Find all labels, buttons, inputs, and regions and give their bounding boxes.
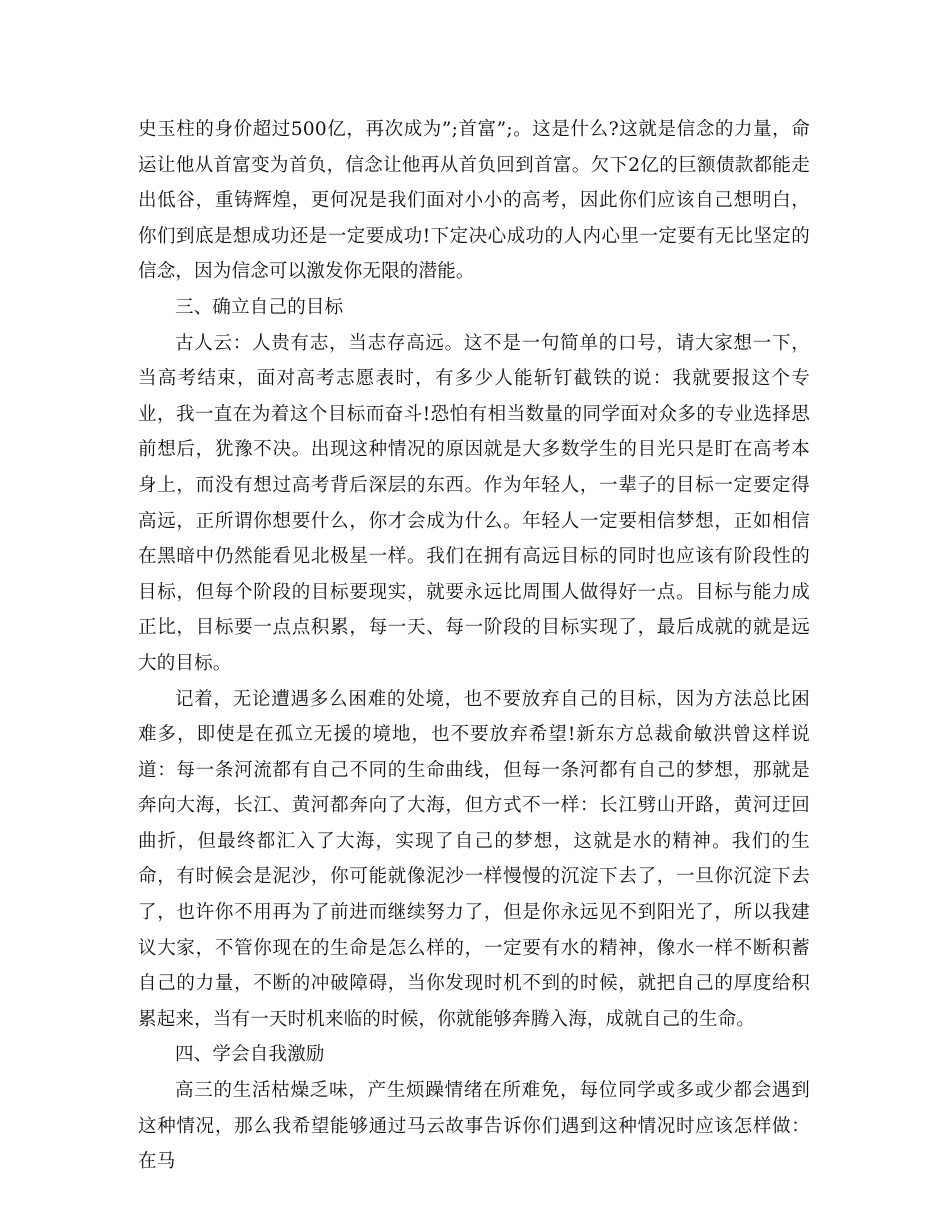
paragraph-shi-yuzhu-faith: 史玉柱的身价超过500亿，再次成为”;首富”;。这是什么?这就是信念的力量，命运让他从首富变为首负，信念让他再从首负回到首富。欠下2亿的巨额债款都能走出低谷，重铸辉煌，更何况是我们面对小小的高考，因此你们应该自己想明白，你们到底是想成功还是一定要成功!下定决心成功的人内心里一定要有无比坚定的信念，因为信念可以激发你无限的潜能。 (138, 119, 810, 283)
paragraph-never-give-up: 记着，无论遭遇多么困难的处境，也不要放弃自己的目标，因为方法总比困难多，即使是在孤立无援的境地，也不要放弃希望!新东方总裁俞敏洪曾这样说道：每一条河流都有自己不同的生命曲线，但每一条河都有自己的梦想，那就是奔向大海，长江、黄河都奔向了大海，但方式不一样：长江劈山开路，黄河迂回曲折，但最终都汇入了大海，实现了自己的梦想，这就是水的精神。我们的生命，有时候会是泥沙，你可能就像泥沙一样慢慢的沉淀下去了，一旦你沉淀下去了，也许你不用再为了前进而继续努力了，但是你永远见不到阳光了，所以我建议大家，不管你现在的生命是怎么样的，一定要有水的精神，像水一样不断积蓄自己的力量，不断的冲破障碍，当你发现时机不到的时候，就把自己的厚度给积累起来，当有一天时机来临的时候，你就能够奔腾入海，成就自己的生命。 (138, 688, 810, 1030)
section-heading-self-motivation: 四、学会自我激励 (175, 1044, 325, 1066)
paragraph-senior-year-life: 高三的生活枯燥乏味，产生烦躁情绪在所难免，每位同学或多或少都会遇到这种情况，那么我希望能够通过马云故事告诉你们遇到这种情况时应该怎样做：在马 (138, 1080, 810, 1173)
section-heading-set-goals: 三、确立自己的目标 (175, 296, 344, 318)
document-body (138, 112, 810, 1180)
paragraph-ancient-saying: 古人云：人贵有志，当志存高远。这不是一句简单的口号，请大家想一下，当高考结束，面对高考志愿表时，有多少人能斩钉截铁的说：我就要报这个专业，我一直在为着这个目标而奋斗!恐怕有相当数量的同学面对众多的专业选择思前想后，犹豫不决。出现这种情况的原因就是大多数学生的目光只是盯在高考本身上，而没有想过高考背后深层的东西。作为年轻人，一辈子的目标一定要定得高远，正所谓你想要什么，你才会成为什么。年轻人一定要相信梦想，正如相信在黑暗中仍然能看见北极星一样。我们在拥有高远目标的同时也应该有阶段性的目标，但每个阶段的目标要现实，就要永远比周围人做得好一点。目标与能力成正比，目标要一点点积累，每一天、每一阶段的目标实现了，最后成就的就是远大的目标。 (138, 332, 810, 674)
